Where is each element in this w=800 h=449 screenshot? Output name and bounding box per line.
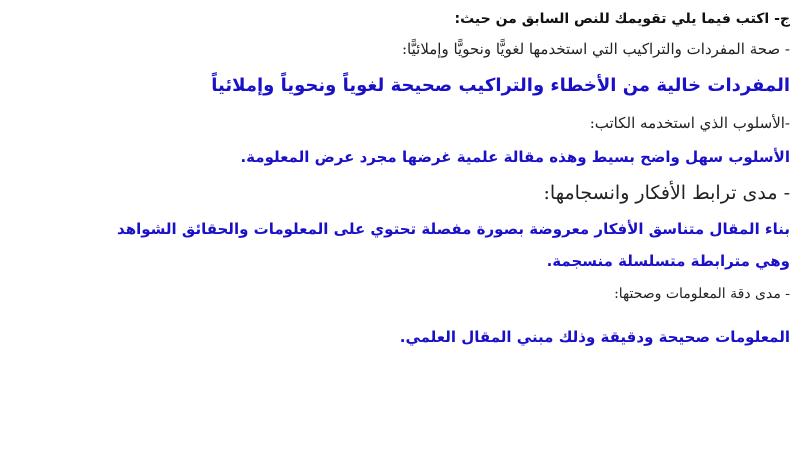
- ideas-coherence-prompt: - مدى ترابط الأفكار وانسجامها:: [543, 182, 790, 204]
- vocabulary-correctness-answer: المفردات خالية من الأخطاء والتراكيب صحيحة لغوياً ونحوياً وإملائياً: [211, 75, 790, 96]
- information-accuracy-prompt: - مدى دقة المعلومات وصحتها:: [614, 286, 790, 302]
- section-heading: ج- اكتب فيما يلي تقويمك للنص السابق من حيث:: [454, 11, 790, 27]
- writing-style-prompt: -الأسلوب الذي استخدمه الكاتب:: [589, 114, 790, 132]
- ideas-coherence-answer-line-1: بناء المقال متناسق الأفكار معروضة بصورة مفصلة تحتوي على المعلومات والحقائق الشواهد: [117, 220, 790, 238]
- ideas-coherence-answer-line-2: وهي مترابطة متسلسلة منسجمة.: [546, 252, 790, 270]
- vocabulary-correctness-prompt: - صحة المفردات والتراكيب التي استخدمها لغويًّا ونحويًّا وإملائيًّا:: [402, 40, 790, 58]
- answer-spacer: [6, 312, 790, 320]
- information-accuracy-answer: المعلومات صحيحة ودقيقة وذلك مبني المقال العلمي.: [399, 328, 790, 346]
- writing-style-answer: الأسلوب سهل واضح بسيط وهذه مقالة علمية غرضها مجرد عرض المعلومة.: [240, 148, 790, 166]
